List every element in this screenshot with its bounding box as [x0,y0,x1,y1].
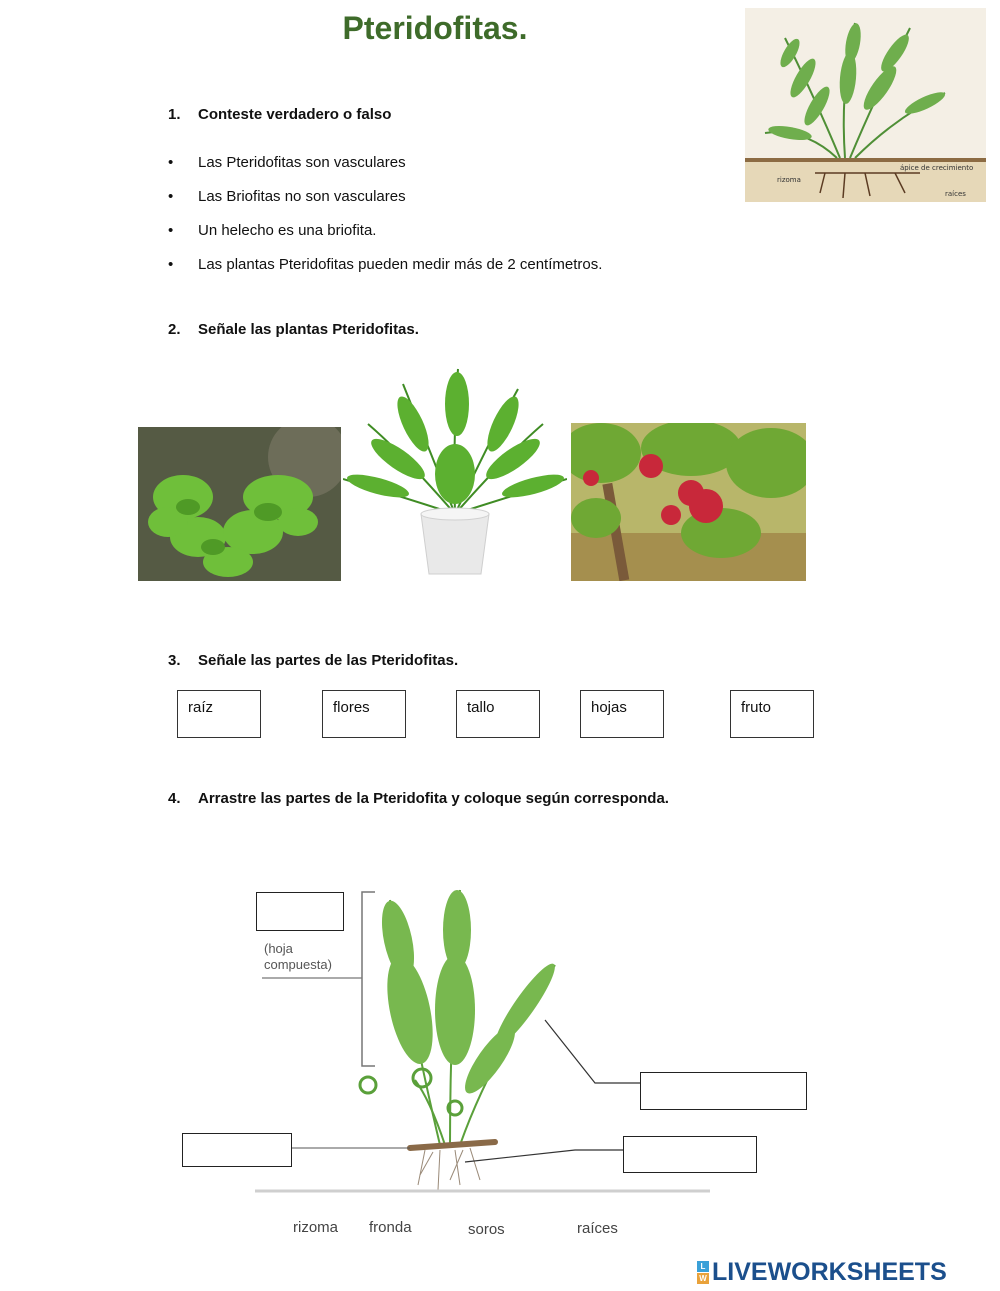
draggable-word-fronda[interactable]: fronda [369,1219,412,1236]
hoja-compuesta-annotation: (hoja compuesta) [264,941,332,972]
q1-item[interactable]: • Las plantas Pteridofitas pueden medir más de 2 centímetros. [168,256,603,273]
drop-box-rizoma[interactable] [182,1133,292,1167]
q1-item[interactable]: • Las Briofitas no son vasculares [168,188,406,205]
label-growth: ápice de crecimiento [900,164,974,172]
q1-heading: 1. Conteste verdadero o falso [168,106,392,123]
drop-box-raices[interactable] [623,1136,757,1173]
q1-item[interactable]: • Las Pteridofitas son vasculares [168,154,406,171]
option-tallo[interactable]: tallo [456,690,540,738]
label-roots: raíces [945,190,966,198]
header-fern-figure [745,8,986,202]
q3-heading: 3. Señale las partes de las Pteridofitas. [168,652,459,669]
drop-box-soros[interactable] [640,1072,807,1110]
draggable-word-soros[interactable]: soros [468,1221,505,1238]
liveworksheets-logo [697,1258,947,1287]
page-title: Pteridofitas. [342,10,528,46]
potted-fern-photo[interactable] [343,364,567,581]
q4-heading: 4. Arrastre las partes de la Pteridofita y coloque según corresponda. [168,790,669,807]
liverwort-photo[interactable] [138,427,341,581]
q1-item[interactable]: • Un helecho es una briofita. [168,222,377,239]
logo-text: LIVEWORKSHEETS [712,1258,947,1286]
draggable-word-raices[interactable]: raíces [577,1220,618,1237]
option-raiz[interactable]: raíz [177,690,261,738]
logo-badge-icon: L W [697,1261,709,1284]
option-hojas[interactable]: hojas [580,690,664,738]
option-flores[interactable]: flores [322,690,406,738]
drop-box-fronda[interactable] [256,892,344,931]
q2-heading: 2. Señale las plantas Pteridofitas. [168,321,419,338]
option-fruto[interactable]: fruto [730,690,814,738]
draggable-word-rizoma[interactable]: rizoma [293,1219,339,1236]
fruit-tree-photo[interactable] [571,423,806,581]
label-rhizome: rizoma [777,176,801,184]
